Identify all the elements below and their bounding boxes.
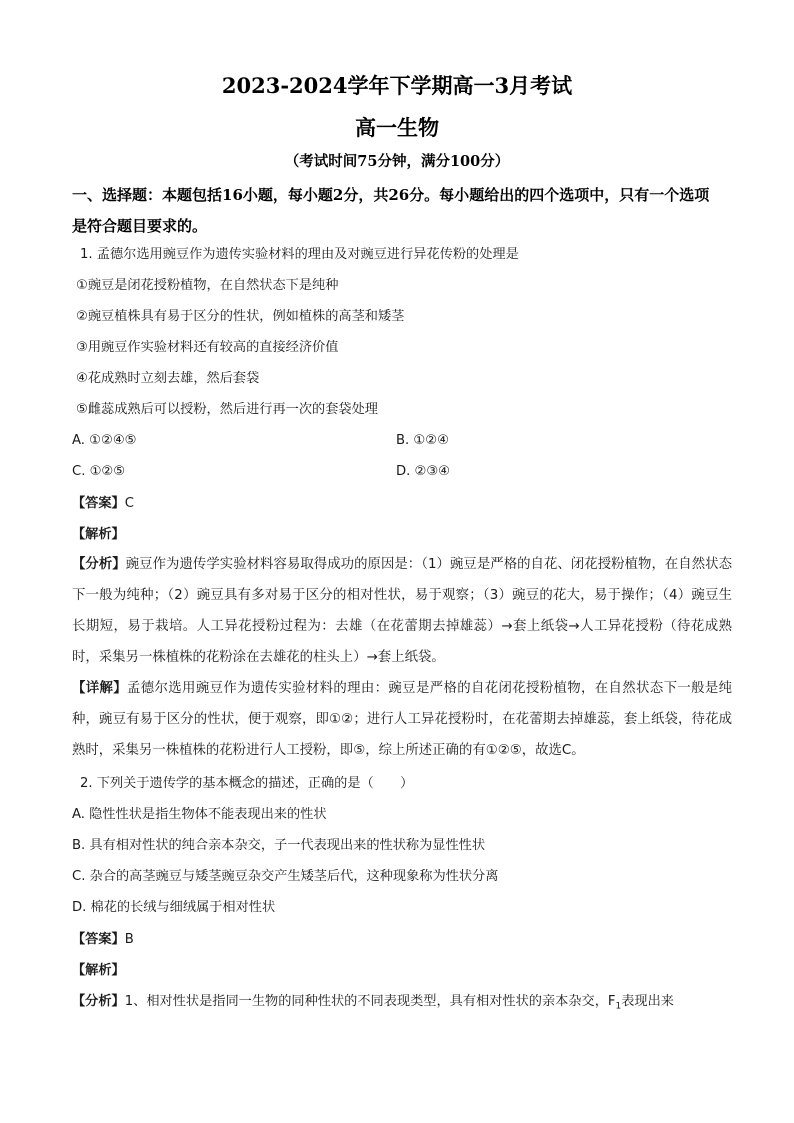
q2-fenxi (72, 992, 674, 1017)
q1-statement: ①豌豆是闭花授粉植物，在自然状态下是纯种 (76, 278, 339, 293)
q2-option-a: A. 隐性性状是指生物体不能表现出来的性状 (72, 807, 327, 822)
q1-statement: ②豌豆植株具有易于区分的性状，例如植株的高茎和矮茎 (76, 309, 405, 324)
exam-info: （考试时间75分钟，满分100分） (284, 153, 510, 170)
section-heading: 一、选择题：本题包括16小题，每小题2分，共26分。每小题给出的四个选项中，只有一个选项是符合题目要求的。 (72, 186, 710, 235)
q1-statement: ③用豌豆作实验材料还有较高的直接经济价值 (76, 340, 339, 355)
q1-fenxi (72, 549, 732, 673)
answer-value: C (124, 496, 134, 511)
q1-statement: ⑤雌蕊成熟后可以授粉，然后进行再一次的套袋处理 (76, 402, 378, 417)
q1-option-c: C. ①②⑤ (72, 464, 126, 479)
q2-option-b: B. 具有相对性状的纯合亲本杂交，子一代表现出来的性状称为显性性状 (72, 838, 486, 853)
xiangjie-label: 【详解】 (72, 681, 128, 696)
fenxi-text: 豌豆作为遗传学实验材料容易取得成功的原因是：（1）豌豆是严格的自花、闭花授粉植物，在自然状态下一般为纯种；（2）豌豆具有多对易于区分的相对性状，易于观察；（3）豌豆的花大，易于操作；（4）豌豆生长期短，易于栽培。人工异花授粉过程为：去雄（在花蕾期去掉雄蕊）→套上纸袋→人工异花授粉（待花成熟时，采集另一株植株的花粉涂在去雄花的柱头上）→套上纸袋。 (72, 557, 732, 665)
q1-option-d: D. ②③④ (396, 464, 451, 479)
q1-option-a: A. ①②④⑤ (72, 433, 137, 448)
q1-answer (72, 494, 134, 514)
fenxi-text: 1、相对性状是指同一生物的同种性状的不同表现类型，具有相对性状的亲本杂交，F (124, 994, 616, 1009)
q2-option-c: C. 杂合的高茎豌豆与矮茎豌豆杂交产生矮茎后代，这种现象称为性状分离 (72, 869, 499, 884)
q1-option-b: B. ①②④ (396, 433, 449, 448)
subject-title: 高一生物 (355, 115, 439, 140)
q2-analysis-label: 【解析】 (72, 963, 125, 978)
xiangjie-text: 孟德尔选用豌豆作为遗传实验材料的理由：豌豆是严格的自花闭花授粉植物，在自然状态下一般是纯种，豌豆有易于区分的性状，便于观察，即①②；进行人工异花授粉时，在花蕾期去掉雄蕊，套上纸袋，待花成熟时，采集另一株植株的花粉进行人工授粉，即⑤，综上所述正确的有①②⑤，故选C。 (72, 681, 732, 758)
q1-stem: 1. 孟德尔选用豌豆作为遗传实验材料的理由及对豌豆进行异花传粉的处理是 (80, 247, 519, 262)
answer-label: 【答案】 (72, 932, 125, 947)
answer-value: B (124, 932, 134, 947)
subscript: 1 (615, 1001, 622, 1012)
q2-stem: 2. 下列关于遗传学的基本概念的描述，正确的是（ ） (80, 776, 414, 791)
fenxi-label: 【分析】 (72, 557, 126, 572)
q2-option-d: D. 棉花的长绒与细绒属于相对性状 (72, 900, 276, 915)
answer-label: 【答案】 (72, 496, 125, 511)
exam-title: 2023-2024学年下学期高一3月考试 (221, 73, 573, 98)
q1-xiangjie (72, 673, 732, 766)
fenxi-text: 表现出来 (621, 994, 674, 1009)
q2-answer (72, 930, 134, 950)
q1-statement: ④花成熟时立刻去雄，然后套袋 (76, 371, 260, 386)
fenxi-label: 【分析】 (72, 994, 125, 1009)
q1-analysis-label: 【解析】 (72, 527, 125, 542)
